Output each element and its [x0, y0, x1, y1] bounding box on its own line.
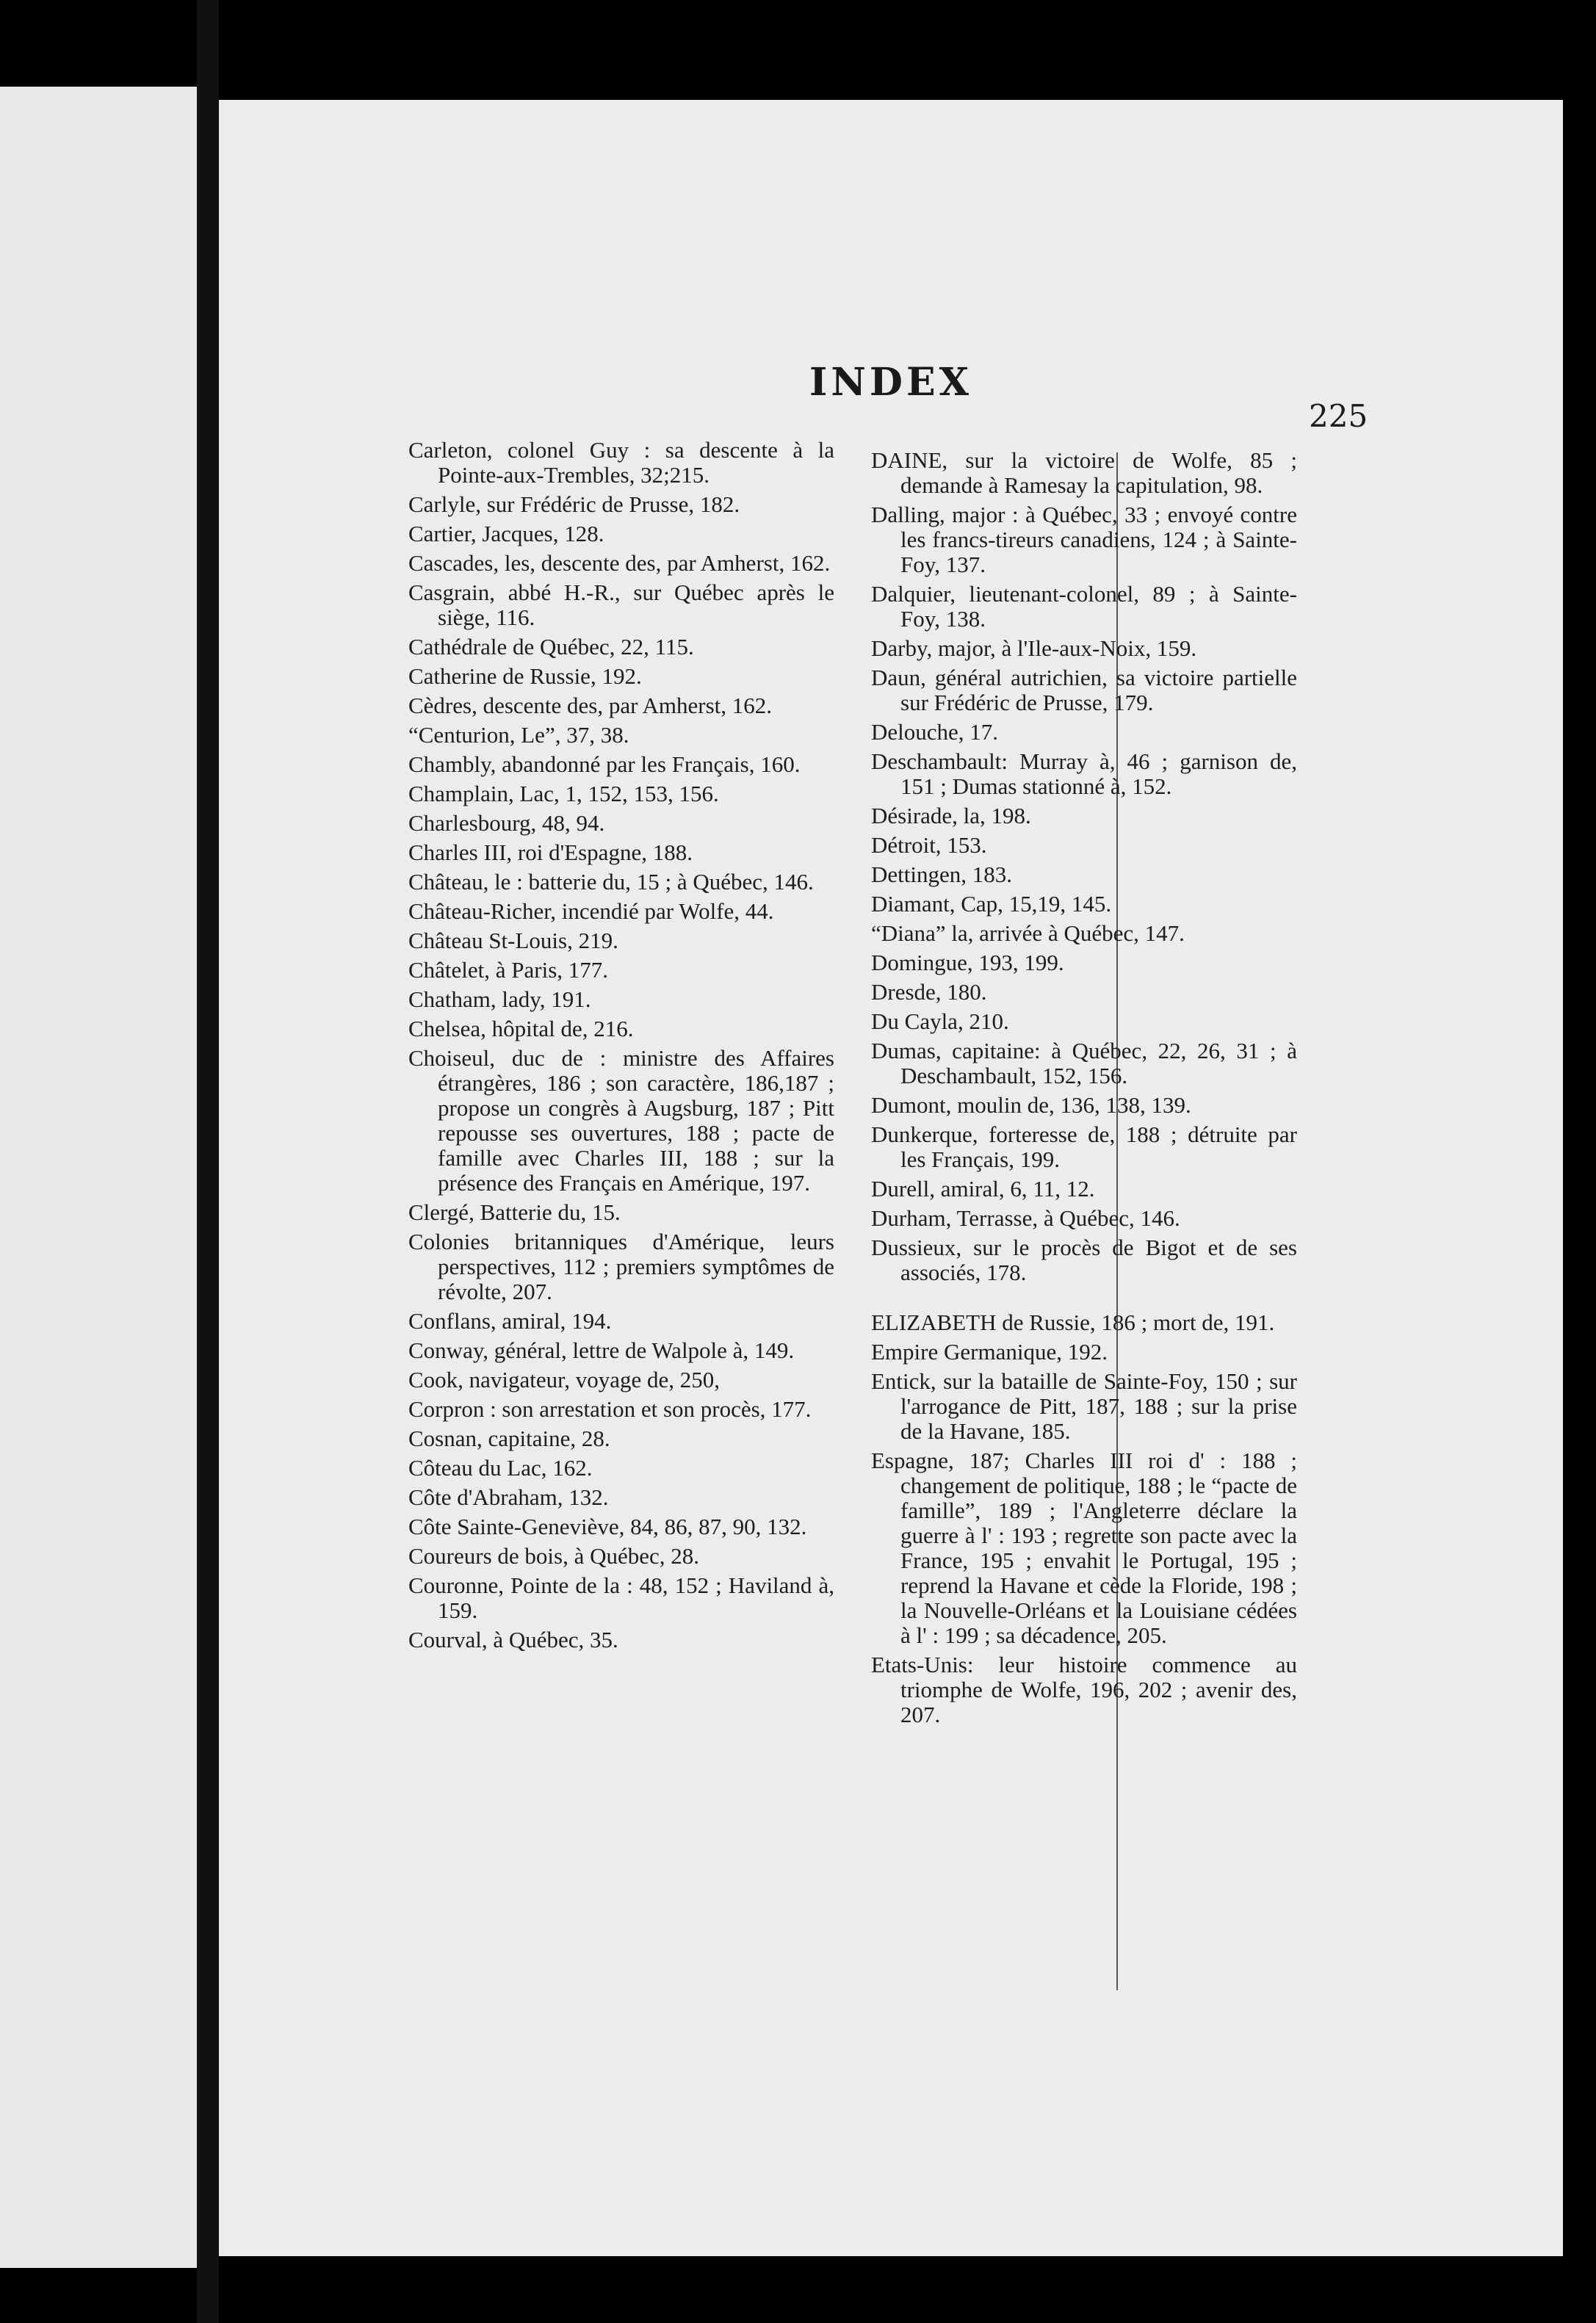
index-page — [219, 100, 1563, 2256]
index-entry: Cosnan, capitaine, 28. — [408, 1426, 610, 1451]
index-entry: DAINE, sur la victoire de Wolfe, 85 ; demande à Ramesay la capitulation, 98. — [871, 447, 1297, 498]
index-entry: Cartier, Jacques, 128. — [408, 521, 604, 546]
index-entry: Charlesbourg, 48, 94. — [408, 810, 605, 836]
index-entry: Etats-Unis: leur histoire commence au triomphe de Wolfe, 196, 202 ; avenir des, 207. — [871, 1652, 1297, 1727]
index-entry: Dresde, 180. — [871, 979, 987, 1005]
index-entry: Château St-Louis, 219. — [408, 928, 618, 953]
book-spine — [197, 0, 219, 2323]
index-entry: Détroit, 153. — [871, 832, 987, 858]
index-entry: Deschambault: Murray à, 46 ; garnison de, 151 ; Dumas stationné à, 152. — [871, 748, 1297, 799]
index-entry: Dettingen, 183. — [871, 861, 1012, 887]
index-entry: Carleton, colonel Guy : sa descente à la Pointe-aux-Trembles, 32;215. — [408, 437, 834, 488]
index-entry: Cascades, les, descente des, par Amherst, 162. — [408, 550, 831, 576]
index-entry: Dumont, moulin de, 136, 138, 139. — [871, 1092, 1191, 1118]
index-entry: Dalquier, lieutenant-colonel, 89 ; à Sainte-Foy, 138. — [871, 581, 1297, 632]
index-entry: Dunkerque, forteresse de, 188 ; détruite par les Français, 199. — [871, 1121, 1297, 1172]
index-entry: Espagne, 187; Charles III roi d' : 188 ; changement de politique, 188 ; le “pacte de famille”, 189 ; l'Angleterre déclare la guerre à l' : 193 ; regrette son pacte avec la France, 195 ; envahit le Portugal, 195 ; reprend la Havane et cède la Floride, 198 ; la Nouvelle-Orléans et la Louisiane cédées à l' : 199 ; sa décadence, 205. — [871, 1448, 1297, 1648]
index-entry: Domingue, 193, 199. — [871, 950, 1064, 975]
index-entry: Cook, navigateur, voyage de, 250, — [408, 1367, 721, 1392]
page-number: 225 — [1309, 398, 1368, 434]
index-entry: Chambly, abandonné par les Français, 160. — [408, 751, 801, 777]
index-entry: Dumas, capitaine: à Québec, 22, 26, 31 ; à Deschambault, 152, 156. — [871, 1038, 1297, 1088]
index-entry: Empire Germanique, 192. — [871, 1339, 1108, 1365]
index-entry: Château, le : batterie du, 15 ; à Québec, 146. — [408, 869, 814, 895]
index-entry: Darby, major, à l'Ile-aux-Noix, 159. — [871, 635, 1197, 661]
index-entry: “Centurion, Le”, 37, 38. — [408, 722, 629, 748]
index-column-right — [871, 448, 1563, 1732]
index-entry: Chatham, lady, 191. — [408, 986, 591, 1012]
page-title: INDEX — [809, 360, 972, 405]
index-entry: Entick, sur la bataille de Sainte-Foy, 150 ; sur l'arrogance de Pitt, 187, 188 ; sur la prise de la Havane, 185. — [871, 1368, 1297, 1444]
index-entry: Corpron : son arrestation et son procès, 177. — [408, 1396, 812, 1422]
index-entry: Cèdres, descente des, par Amherst, 162. — [408, 693, 773, 718]
index-entry: Côte Sainte-Geneviève, 84, 86, 87, 90, 132. — [408, 1514, 807, 1539]
index-entry: Châtelet, à Paris, 177. — [408, 957, 609, 983]
index-entry: Couronne, Pointe de la : 48, 152 ; Haviland à, 159. — [408, 1572, 834, 1623]
index-entry: Coureurs de bois, à Québec, 28. — [408, 1543, 700, 1569]
index-entry: Clergé, Batterie du, 15. — [408, 1199, 621, 1225]
index-entry: Charles III, roi d'Espagne, 188. — [408, 839, 693, 865]
index-entry: Conway, général, lettre de Walpole à, 149. — [408, 1337, 795, 1363]
index-entry: Durham, Terrasse, à Québec, 146. — [871, 1205, 1180, 1231]
index-entry: ELIZABETH de Russie, 186 ; mort de, 191. — [871, 1309, 1275, 1335]
index-entry: Dalling, major : à Québec, 33 ; envoyé contre les francs-tireurs canadiens, 124 ; à Sainte-Foy, 137. — [871, 502, 1297, 577]
index-entry: Conflans, amiral, 194. — [408, 1308, 612, 1334]
index-entry: Château-Richer, incendié par Wolfe, 44. — [408, 898, 774, 924]
index-entry: Carlyle, sur Frédéric de Prusse, 182. — [408, 491, 740, 517]
previous-page-edge — [0, 87, 197, 2268]
index-entry: Choiseul, duc de : ministre des Affaires étrangères, 186 ; son caractère, 186,187 ; propose un congrès à Augsburg, 187 ; Pitt repousse ses ouvertures, 188 ; pacte de famille avec Charles III, 188 ; sur la présence des Français en Amérique, 197. — [408, 1045, 834, 1196]
index-entry: Durell, amiral, 6, 11, 12. — [871, 1176, 1095, 1202]
index-entry: Du Cayla, 210. — [871, 1008, 1009, 1034]
index-entry: Diamant, Cap, 15,19, 145. — [871, 891, 1112, 917]
index-entry: Catherine de Russie, 192. — [408, 663, 642, 689]
index-entry: Côte d'Abraham, 132. — [408, 1484, 609, 1510]
index-entry: “Diana” la, arrivée à Québec, 147. — [871, 920, 1185, 946]
index-entry: Daun, général autrichien, sa victoire partielle sur Frédéric de Prusse, 179. — [871, 665, 1297, 715]
index-entry: Delouche, 17. — [871, 719, 999, 745]
index-entry: Dussieux, sur le procès de Bigot et de ses associés, 178. — [871, 1235, 1297, 1285]
index-entry: Côteau du Lac, 162. — [408, 1455, 593, 1481]
index-entry: Courval, à Québec, 35. — [408, 1627, 618, 1652]
index-entry: Casgrain, abbé H.-R., sur Québec après le siège, 116. — [408, 579, 834, 630]
index-entry: Champlain, Lac, 1, 152, 153, 156. — [408, 781, 719, 806]
index-entry: Chelsea, hôpital de, 216. — [408, 1016, 634, 1041]
index-entry: Cathédrale de Québec, 22, 115. — [408, 634, 694, 660]
index-entry: Colonies britanniques d'Amérique, leurs perspectives, 112 ; premiers symptômes de révolte, 207. — [408, 1229, 834, 1304]
index-entry: Désirade, la, 198. — [871, 803, 1031, 828]
